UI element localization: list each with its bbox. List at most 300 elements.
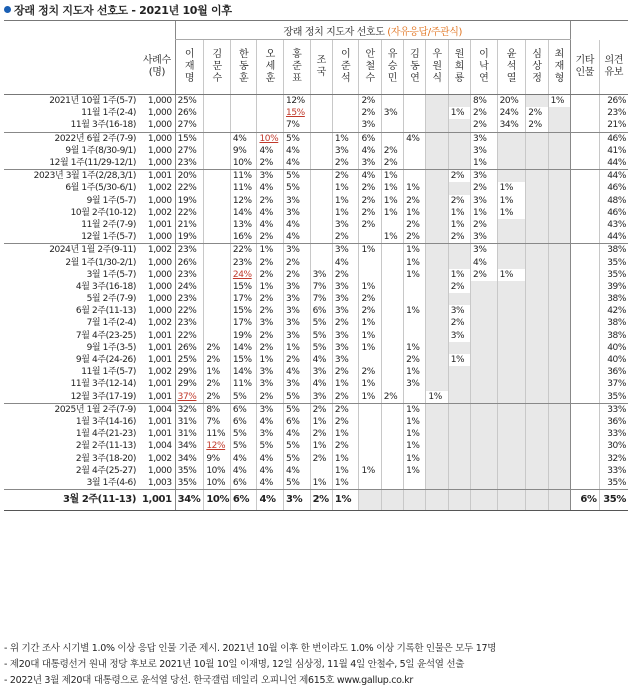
value-cell — [175, 317, 204, 329]
value-cell — [204, 244, 231, 257]
value-text: 5% — [312, 330, 327, 341]
value-cell — [404, 145, 426, 157]
other-cell — [570, 119, 599, 132]
value-text: 3% — [286, 245, 300, 256]
value-cell — [497, 132, 526, 145]
value-cell — [310, 416, 332, 428]
value-cell — [426, 219, 448, 231]
value-text: 2% — [334, 404, 349, 415]
value-cell — [284, 256, 311, 268]
value-cell — [381, 256, 403, 268]
other-cell — [570, 366, 599, 378]
value-text: 6% — [232, 416, 247, 427]
value-text: 1% — [286, 342, 300, 353]
other-cell — [570, 391, 599, 404]
value-cell — [230, 256, 257, 268]
candidate-name: 최재형 — [554, 49, 564, 84]
value-cell — [381, 231, 403, 244]
value-cell — [426, 490, 448, 511]
value-cell — [332, 416, 359, 428]
value-cell — [284, 145, 311, 157]
value-cell — [359, 452, 381, 464]
value-cell — [404, 107, 426, 119]
value-cell — [404, 317, 426, 329]
value-cell — [497, 219, 526, 231]
value-cell — [204, 378, 231, 390]
value-cell — [204, 231, 231, 244]
table-row — [4, 305, 628, 317]
value-cell — [332, 452, 359, 464]
value-text: 1% — [361, 245, 375, 256]
value-text: 3% — [312, 367, 327, 378]
value-text: 2% — [528, 108, 542, 119]
value-cell — [230, 465, 257, 477]
value-text: 14% — [232, 207, 252, 218]
value-text: 12% — [206, 441, 226, 452]
value-text: 1% — [361, 330, 375, 341]
value-text: 4% — [286, 429, 300, 440]
other-cell — [570, 207, 599, 219]
value-cell — [230, 452, 257, 464]
value-text: 2% — [259, 342, 273, 353]
value-cell — [332, 403, 359, 416]
value-cell — [548, 366, 570, 378]
value-text: 1% — [383, 195, 398, 206]
value-cell — [448, 378, 470, 390]
value-cell — [426, 269, 448, 281]
value-cell — [175, 293, 204, 305]
value-cell — [471, 119, 498, 132]
value-cell — [497, 269, 526, 281]
footnote-1: - 위 기간 조사 시기별 1.0% 이상 응답 인물 기준 제시. 2021년 10월 이후 한 번이라도 1.0% 이상 기록한 인물은 모두 17명 — [4, 643, 497, 654]
value-text: 31% — [177, 416, 197, 427]
value-text: 2% — [334, 318, 349, 329]
value-text: 12% — [286, 96, 305, 107]
value-cell — [204, 477, 231, 490]
sample-size: 1,004 — [147, 404, 172, 415]
value-cell — [204, 269, 231, 281]
value-text: 1% — [450, 219, 465, 230]
value-text: 22% — [177, 207, 197, 218]
value-cell — [230, 132, 257, 145]
sample-size: 1,000 — [139, 231, 175, 244]
value-cell — [359, 428, 381, 440]
value-cell — [204, 403, 231, 416]
value-cell — [332, 305, 359, 317]
value-text: 22% — [177, 306, 197, 317]
value-cell — [204, 465, 231, 477]
value-cell — [471, 452, 498, 464]
value-cell — [497, 465, 526, 477]
value-text: 3% — [286, 294, 300, 305]
value-cell — [497, 293, 526, 305]
value-cell — [497, 107, 526, 119]
other-cell — [570, 428, 599, 440]
value-text: 2% — [206, 342, 220, 353]
value-text: 2% — [206, 391, 220, 402]
value-text: 2% — [206, 379, 220, 390]
table-row — [4, 452, 628, 464]
value-cell — [359, 465, 381, 477]
value-text: 4% — [259, 145, 273, 156]
value-text: 3% — [259, 367, 273, 378]
value-cell — [548, 256, 570, 268]
value-text: 2% — [286, 257, 300, 268]
value-text: 2% — [450, 232, 465, 243]
value-text: 3% — [450, 306, 465, 317]
value-text: 2% — [450, 195, 465, 206]
value-text: 2% — [361, 294, 375, 305]
value-text: 1% — [361, 379, 375, 390]
value-cell — [381, 330, 403, 342]
value-cell — [257, 95, 284, 108]
value-cell — [381, 428, 403, 440]
value-cell — [310, 119, 332, 132]
value-cell — [230, 342, 257, 354]
value-cell — [548, 391, 570, 404]
candidate-name: 홍준표 — [292, 49, 302, 84]
value-text: 2% — [286, 269, 300, 280]
value-cell — [426, 452, 448, 464]
reserve-cell: 23% — [599, 107, 628, 119]
sample-size: 1,003 — [139, 477, 175, 490]
sample-size: 1,000 — [139, 119, 175, 132]
value-cell — [204, 366, 231, 378]
value-text: 10% — [206, 465, 226, 476]
value-cell — [448, 145, 470, 157]
reserve-cell: 33% — [599, 465, 628, 477]
reserve-cell: 30% — [599, 440, 628, 452]
blue-circle-bullet-icon — [4, 6, 11, 13]
value-cell — [230, 231, 257, 244]
value-cell — [448, 452, 470, 464]
value-cell — [381, 391, 403, 404]
value-cell — [471, 440, 498, 452]
other-cell — [570, 231, 599, 244]
value-cell — [230, 391, 257, 404]
value-cell — [497, 416, 526, 428]
value-cell — [426, 330, 448, 342]
value-text: 2% — [383, 158, 398, 169]
value-text: 7% — [312, 294, 327, 305]
value-cell — [230, 293, 257, 305]
other-cell — [570, 256, 599, 268]
value-cell — [404, 465, 426, 477]
value-cell — [404, 231, 426, 244]
value-text: 6% — [232, 404, 247, 415]
value-cell — [497, 490, 526, 511]
value-text: 2% — [334, 367, 349, 378]
value-cell — [471, 378, 498, 390]
value-text: 2% — [259, 306, 273, 317]
value-cell — [426, 132, 448, 145]
reserve-cell: 44% — [599, 231, 628, 244]
value-cell — [404, 281, 426, 293]
other-cell — [570, 403, 599, 416]
value-text: 6% — [312, 306, 327, 317]
value-text: 32% — [177, 404, 197, 415]
candidate-name: 이준석 — [341, 49, 351, 84]
value-cell — [204, 452, 231, 464]
period-label: 2월 3주(18-20) — [75, 453, 136, 464]
value-text: 11% — [206, 429, 226, 440]
value-text: 2% — [334, 232, 349, 243]
value-cell — [175, 440, 204, 452]
sample-size: 1,001 — [147, 171, 172, 182]
value-text: 9% — [206, 453, 220, 464]
value-cell — [548, 244, 570, 257]
value-text: 1% — [312, 441, 327, 452]
value-cell — [526, 170, 548, 183]
table-row — [4, 182, 628, 194]
value-cell — [359, 157, 381, 170]
value-cell — [381, 207, 403, 219]
value-cell — [471, 256, 498, 268]
value-cell — [332, 219, 359, 231]
value-cell — [548, 107, 570, 119]
value-cell — [404, 477, 426, 490]
value-cell — [426, 182, 448, 194]
value-cell — [448, 269, 470, 281]
value-text: 10% — [206, 477, 226, 488]
value-cell — [230, 119, 257, 132]
value-text: 1% — [383, 171, 398, 182]
value-text: 16% — [232, 232, 252, 243]
other-cell — [570, 157, 599, 170]
value-text: 1% — [406, 465, 420, 476]
value-text: 3% — [259, 379, 273, 390]
value-cell — [381, 157, 403, 170]
header-other: 기타 인물 — [570, 40, 599, 95]
value-text: 3% — [259, 171, 273, 182]
value-text: 5% — [286, 441, 300, 452]
reserve-cell: 32% — [599, 452, 628, 464]
value-cell — [175, 107, 204, 119]
value-cell — [230, 490, 257, 511]
header-candidate — [332, 40, 359, 95]
value-cell — [404, 428, 426, 440]
value-text: 1% — [473, 158, 487, 169]
value-text: 1% — [383, 232, 398, 243]
table-row — [4, 207, 628, 219]
value-cell — [526, 256, 548, 268]
value-cell — [284, 428, 311, 440]
value-cell — [284, 477, 311, 490]
candidate-name: 이낙연 — [479, 49, 489, 84]
value-cell — [310, 95, 332, 108]
value-cell — [332, 490, 359, 511]
value-cell — [426, 157, 448, 170]
table-row — [4, 477, 628, 490]
value-cell — [448, 219, 470, 231]
value-cell — [310, 244, 332, 257]
value-text: 12% — [232, 195, 252, 206]
value-cell — [175, 490, 204, 511]
value-text: 3% — [450, 330, 465, 341]
value-cell — [526, 490, 548, 511]
value-text: 3% — [334, 294, 349, 305]
value-cell — [230, 378, 257, 390]
other-cell — [570, 132, 599, 145]
value-text: 29% — [177, 379, 197, 390]
other-cell — [570, 330, 599, 342]
value-cell — [175, 281, 204, 293]
value-cell — [332, 378, 359, 390]
value-text: 2% — [334, 441, 349, 452]
value-text: 1% — [406, 269, 420, 280]
value-cell — [471, 465, 498, 477]
sample-size: 1,000 — [147, 257, 172, 268]
header-candidate — [257, 40, 284, 95]
value-text: 1% — [406, 429, 420, 440]
value-cell — [175, 452, 204, 464]
value-cell — [526, 366, 548, 378]
value-text: 23% — [177, 245, 197, 256]
value-cell — [204, 95, 231, 108]
value-cell — [257, 391, 284, 404]
value-text: 37% — [177, 391, 197, 402]
value-text: 5% — [286, 133, 300, 144]
value-text: 2% — [206, 355, 220, 366]
value-text: 2% — [406, 219, 420, 230]
value-cell — [548, 132, 570, 145]
value-cell — [230, 428, 257, 440]
value-cell — [526, 269, 548, 281]
value-text: 24% — [232, 269, 252, 280]
value-cell — [471, 107, 498, 119]
value-text: 10% — [232, 158, 252, 169]
table-row-latest — [4, 490, 628, 511]
value-text: 23% — [232, 257, 252, 268]
value-cell — [526, 416, 548, 428]
value-cell — [230, 354, 257, 366]
value-text: 23% — [177, 318, 197, 329]
value-cell — [257, 170, 284, 183]
value-cell — [404, 330, 426, 342]
value-cell — [404, 170, 426, 183]
sample-size: 1,000 — [147, 281, 172, 292]
value-cell — [257, 231, 284, 244]
value-cell — [526, 219, 548, 231]
table-row — [4, 416, 628, 428]
value-cell — [230, 403, 257, 416]
value-text: 2% — [361, 108, 375, 119]
value-cell — [404, 391, 426, 404]
table-row — [4, 95, 628, 108]
sample-size: 1,001 — [139, 490, 175, 511]
value-cell — [284, 403, 311, 416]
table-row — [4, 132, 628, 145]
candidate-name: 안철수 — [365, 49, 375, 84]
value-text: 1% — [259, 355, 273, 366]
value-cell — [548, 354, 570, 366]
value-cell — [332, 182, 359, 194]
value-cell — [426, 244, 448, 257]
value-cell — [257, 317, 284, 329]
reserve-cell: 35% — [599, 269, 628, 281]
value-cell — [284, 354, 311, 366]
value-cell — [548, 416, 570, 428]
value-cell — [175, 342, 204, 354]
table-row — [4, 428, 628, 440]
value-cell — [526, 440, 548, 452]
value-cell — [448, 354, 470, 366]
table-row — [4, 195, 628, 207]
value-cell — [448, 293, 470, 305]
page-title: 장래 정치 지도자 선호도 - 2021년 10월 이후 — [4, 2, 232, 18]
value-cell — [359, 293, 381, 305]
period-label: 9월 1주(5-7) — [86, 195, 136, 206]
value-cell — [497, 119, 526, 132]
value-text: 2% — [259, 269, 273, 280]
sample-size: 1,000 — [147, 465, 172, 476]
value-cell — [175, 269, 204, 281]
value-text: 1% — [334, 477, 349, 488]
value-cell — [448, 305, 470, 317]
value-cell — [310, 354, 332, 366]
value-cell — [497, 428, 526, 440]
value-cell — [471, 95, 498, 108]
value-cell — [204, 145, 231, 157]
value-cell — [381, 145, 403, 157]
value-cell — [204, 107, 231, 119]
value-cell — [204, 182, 231, 194]
header-candidate — [426, 40, 448, 95]
candidate-name: 우원식 — [432, 49, 442, 84]
value-text: 3% — [334, 342, 349, 353]
value-cell — [175, 354, 204, 366]
value-cell — [548, 195, 570, 207]
value-cell — [332, 231, 359, 244]
sample-size: 1,000 — [147, 133, 172, 144]
value-cell — [404, 195, 426, 207]
value-text: 1% — [334, 379, 349, 390]
value-cell — [284, 366, 311, 378]
value-cell — [426, 465, 448, 477]
period-label: 9월 4주(24-26) — [75, 355, 136, 366]
value-cell — [359, 281, 381, 293]
value-cell — [284, 440, 311, 452]
value-text: 15% — [177, 133, 197, 144]
table-row — [4, 293, 628, 305]
other-cell — [570, 452, 599, 464]
value-text: 15% — [286, 108, 305, 119]
table-row — [4, 219, 628, 231]
value-text: 3% — [259, 404, 273, 415]
value-cell — [526, 207, 548, 219]
period-label: 11월 2주(7-9) — [81, 219, 136, 230]
value-text: 5% — [286, 404, 300, 415]
value-cell — [526, 477, 548, 490]
value-cell — [310, 145, 332, 157]
value-text: 3% — [286, 306, 300, 317]
group-title-text: 장래 정치 지도자 선호도 — [283, 26, 385, 38]
value-cell — [204, 428, 231, 440]
value-text: 2% — [450, 318, 465, 329]
value-cell — [284, 452, 311, 464]
value-cell — [526, 317, 548, 329]
value-text: 2% — [334, 158, 349, 169]
value-text: 2% — [259, 232, 273, 243]
value-text: 3% — [334, 281, 349, 292]
value-cell — [381, 170, 403, 183]
value-cell — [284, 195, 311, 207]
value-cell — [381, 219, 403, 231]
value-text: 7% — [206, 416, 220, 427]
value-cell — [332, 157, 359, 170]
value-cell — [332, 281, 359, 293]
value-cell — [497, 403, 526, 416]
